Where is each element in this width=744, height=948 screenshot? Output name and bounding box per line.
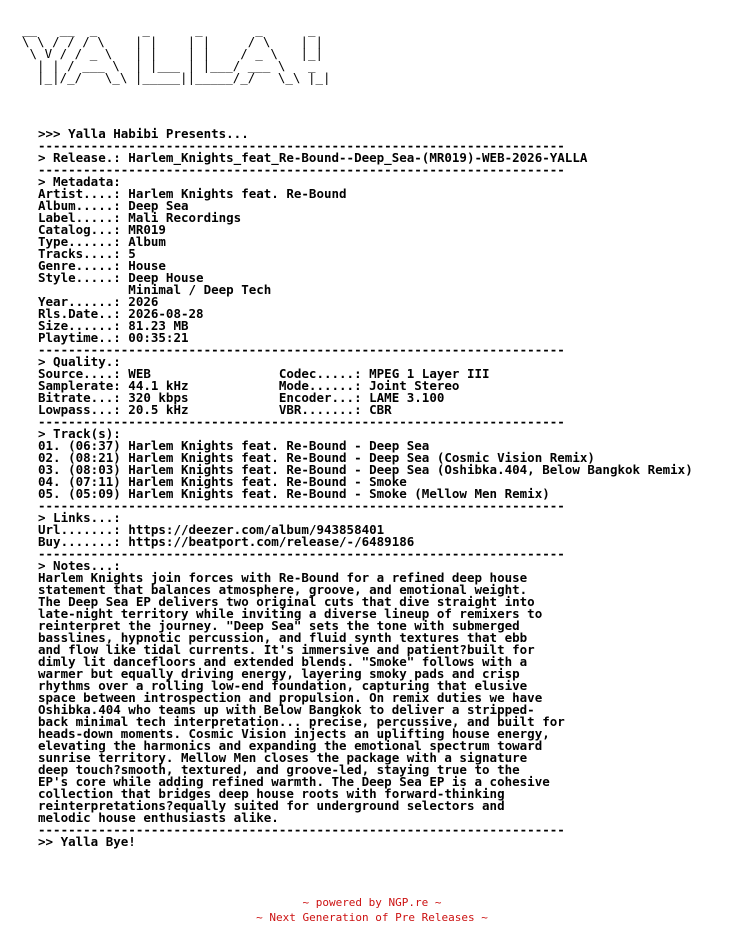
notes-line: EP's core while adding refined warmth. The Deep Sea EP is a cohesive [38,774,550,789]
metadata-line: Playtime..: 00:35:21 [38,330,189,345]
metadata-line: Year......: 2026 [38,294,159,309]
footer-powered-by[interactable]: ~ powered by NGP.re ~ [302,896,442,909]
notes-line: melodic house enthusiasts alike. [38,810,279,825]
notes-line: rhythms over a rolling low-end foundation, capturing that elusive [38,678,528,693]
separator: ---------------------------------------------------------------------- [38,162,565,177]
metadata-line: Label.....: Mali Recordings [38,210,242,225]
notes-line: back minimal tech interpretation... precise, percussive, and built for [38,714,565,729]
notes-line: Oshibka.404 who teams up with Below Bangkok to deliver a stripped- [38,702,535,717]
notes-line: warmer but equally driving energy, layering smoky pads and crisp [38,666,520,681]
yalla-ascii-logo [22,24,331,84]
notes-line: collection that bridges deep house roots with forward-thinking [38,786,505,801]
metadata-line: Style.....: Deep House [38,270,204,285]
metadata-line: Artist....: Harlem Knights feat. Re-Bound [38,186,347,201]
metadata-line: Tracks....: 5 [38,246,136,261]
link-line: Url.......: https://deezer.com/album/943858401 [38,522,385,537]
notes-line: basslines, hypnotic percussion, and fluid synth textures that ebb [38,630,528,645]
separator: ---------------------------------------------------------------------- [38,822,565,837]
notes-line: sunrise territory. Mellow Men closes the package with a signature [38,750,528,765]
logo-line: |_|/_/ \_\ |_____||_____/_/ \_\ |_| [22,70,331,85]
notes-line: reinterpret the journey. "Deep Sea" sets the tone with submerged [38,618,520,633]
track-line: 05. (05:09) Harlem Knights feat. Re-Bound - Smoke (Mellow Men Remix) [38,486,550,501]
logo-line: \ \ / / / \ | | | | / \ | | [22,34,324,49]
bye-line: >> Yalla Bye! [38,834,136,849]
quality-line: Samplerate: 44.1 kHz Mode......: Joint Stereo [38,378,460,393]
links-heading: > Links...: [38,510,121,525]
quality-line: Bitrate...: 320 kbps Encoder...: LAME 3.100 [38,390,445,405]
link-line: Buy.......: https://beatport.com/release/-/6489186 [38,534,415,549]
notes-line: elevating the harmonics and expanding the emotional spectrum toward [38,738,543,753]
nfo-document [38,128,693,848]
tracks-heading: > Track(s): [38,426,121,441]
logo-line: | | / ___ \ | |___ | |___/ ___ \ _ [22,58,316,73]
notes-line: Harlem Knights join forces with Re-Bound for a refined deep house [38,570,528,585]
notes-line: and flow like tidal currents. It's immersive and patient?built for [38,642,535,657]
logo-line: \ V / / _ \ | | | | / _ \ |_| [22,46,324,61]
separator: ---------------------------------------------------------------------- [38,546,565,561]
logo-line: __ __ _ _ _ _ _ [22,22,316,37]
metadata-line: Minimal / Deep Tech [38,282,272,297]
notes-line: space between introspection and propulsion. On remix duties we have [38,690,543,705]
notes-line: heads-down moments. Cosmic Vision injects an uplifting house energy, [38,726,550,741]
notes-heading: > Notes...: [38,558,121,573]
release-line: > Release.: Harlem_Knights_feat_Re-Bound--Deep_Sea-(MR019)-WEB-2026-YALLA [38,150,588,165]
separator: ---------------------------------------------------------------------- [38,498,565,513]
notes-line: reinterpretations?equally suited for underground selectors and [38,798,505,813]
metadata-line: Catalog...: MR019 [38,222,166,237]
metadata-line: Genre.....: House [38,258,166,273]
notes-line: late-night territory while inviting a diverse lineup of remixers to [38,606,543,621]
notes-line: dimly lit dancefloors and extended blends. "Smoke" follows with a [38,654,528,669]
notes-line: deep touch?smooth, textured, and groove-led, staying true to the [38,762,520,777]
metadata-line: Type......: Album [38,234,166,249]
quality-line: Source....: WEB Codec.....: MPEG 1 Layer III [38,366,490,381]
metadata-heading: > Metadata: [38,174,121,189]
metadata-line: Album.....: Deep Sea [38,198,189,213]
track-line: 01. (06:37) Harlem Knights feat. Re-Bound - Deep Sea [38,438,430,453]
metadata-line: Rls.Date..: 2026-08-28 [38,306,204,321]
notes-line: The Deep Sea EP delivers two original cuts that dive straight into [38,594,535,609]
separator: ---------------------------------------------------------------------- [38,342,565,357]
track-line: 02. (08:21) Harlem Knights feat. Re-Bound - Deep Sea (Cosmic Vision Remix) [38,450,595,465]
metadata-line: Size......: 81.23 MB [38,318,189,333]
track-line: 04. (07:11) Harlem Knights feat. Re-Bound - Smoke [38,474,407,489]
presents-line: >>> Yalla Habibi Presents... [38,126,249,141]
separator: ---------------------------------------------------------------------- [38,414,565,429]
track-line: 03. (08:03) Harlem Knights feat. Re-Bound - Deep Sea (Oshibka.404, Below Bangkok Remix) [38,462,693,477]
quality-heading: > Quality.: [38,354,121,369]
separator: ---------------------------------------------------------------------- [38,138,565,153]
notes-line: statement that balances atmosphere, groove, and emotional weight. [38,582,528,597]
quality-line: Lowpass...: 20.5 kHz VBR.......: CBR [38,402,392,417]
footer-tagline[interactable]: ~ Next Generation of Pre Releases ~ [256,911,488,924]
